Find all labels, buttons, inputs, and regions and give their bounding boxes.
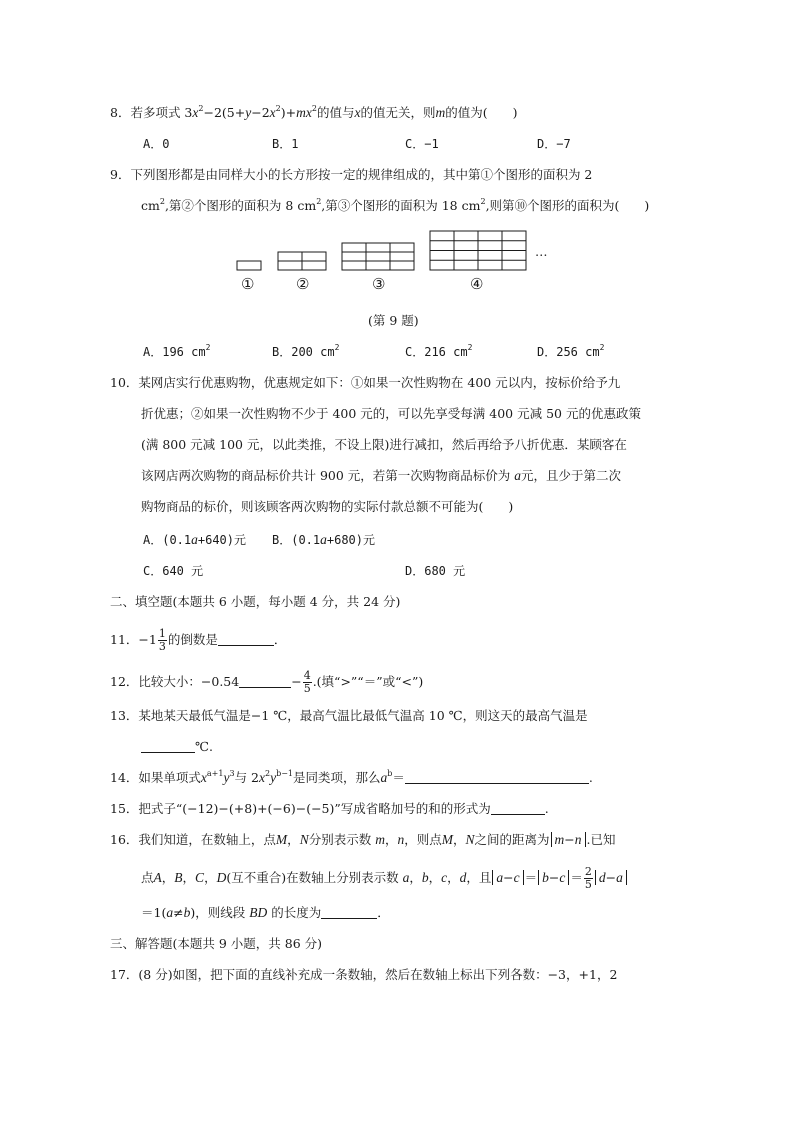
fraction-four-fifths: $\frac{4}{5}$ <box>303 669 311 695</box>
figure-label-3: ③ <box>372 275 386 293</box>
q8-option-c: C．−1 <box>405 137 439 151</box>
figure-1-grid <box>237 261 261 270</box>
question-10-line5: 购物商品的标价，则该顾客两次购物的实际付款总额不可能为( ) <box>141 499 514 514</box>
answer-blank <box>491 802 545 815</box>
answer-blank <box>218 633 274 646</box>
q8-option-d: D．−7 <box>537 137 571 151</box>
question-12: 12．比较大小：−0.54 − $\frac{4}{5}$ .(填“>”“＝”或“<”) <box>110 669 424 695</box>
fraction-two-fifths: $\frac{2}{5}$ <box>584 865 592 891</box>
figure-4-grid <box>430 231 526 270</box>
question-10-line1: 10．某网店实行优惠购物，优惠规定如下：①如果一次性购物在 400 元以内，按标价给予九 <box>110 375 621 390</box>
section-3-heading: 三、解答题(本题共 9 小题，共 86 分) <box>110 936 323 951</box>
q10-option-c: C．640 元 <box>143 564 204 578</box>
q10-option-a: A．(0.1a+640)元 <box>143 532 246 547</box>
figure-ellipsis: … <box>535 244 548 259</box>
answer-blank <box>405 771 589 784</box>
question-11: 11．−1 $\frac{1}{3}$ 的倒数是 ． <box>110 627 287 653</box>
q9-option-d: D．256 $cm^2$ <box>537 343 605 359</box>
question-16-line1: 16．我们知道，在数轴上，点M，N分别表示数 m，n，则点M，N之间的距离为 m−n .已知 <box>110 832 616 847</box>
rectangle-pattern-figure <box>230 228 560 278</box>
answer-blank <box>239 675 291 688</box>
figure-label-2: ② <box>296 275 310 293</box>
question-17: 17．(8 分)如图，把下面的直线补充成一条数轴，然后在数轴上标出下列各数：−3，+1，2 <box>110 967 618 982</box>
figure-caption: (第 9 题) <box>368 313 419 328</box>
question-13-line2: ℃. <box>141 738 213 756</box>
question-15: 15．把式子“(−12)−(+8)+(−6)−(−5)”写成省略加号的和的形式为 . <box>110 801 549 816</box>
q8-option-b: B．1 <box>272 137 299 151</box>
answer-blank <box>141 740 195 753</box>
figure-label-4: ④ <box>470 275 484 293</box>
figure-2-grid <box>278 252 326 270</box>
question-10-line3: (满 800 元减 100 元，以此类推，不设上限)进行减扣，然后再给予八折优惠．某顾客在 <box>141 437 627 452</box>
question-9-line1: 9．下列图形都是由同样大小的长方形按一定的规律组成的，其中第①个图形的面积为 2 <box>110 167 593 182</box>
question-13-line1: 13．某地某天最低气温是−1 ℃，最高气温比最低气温高 10 ℃，则这天的最高气温是 <box>110 708 588 723</box>
figure-label-1: ① <box>241 275 255 293</box>
q9-option-a: A．196 $cm^2$ <box>143 343 211 359</box>
question-8: 8．若多项式 $3x^2-2(5+y-2x^2)+mx^2$的值与x的值无关，则m的值为( ) <box>110 104 518 120</box>
q8-option-a: A．0 <box>143 137 170 151</box>
fraction-one-third: $\frac{1}{3}$ <box>158 627 166 653</box>
question-16-line3: ＝1(a≠b)，则线段 BD 的长度为 ． <box>141 905 390 920</box>
question-10-line2: 折优惠；②如果一次性购物不少于 400 元的，可以先享受每满 400 元减 50 元的优惠政策 <box>141 406 641 421</box>
q10-option-d: D．680 元 <box>405 564 466 578</box>
question-9-line2: $cm^2$,第②个图形的面积为 8 $cm^2$,第③个图形的面积为 18 $cm^2$,则第⑩个图形的面积为( ) <box>141 197 650 213</box>
figure-3-grid <box>342 243 414 270</box>
section-2-heading: 二、填空题(本题共 6 小题，每小题 4 分，共 24 分) <box>110 594 401 609</box>
question-10-line4: 该网店两次购物的商品标价共计 900 元，若第一次购物商品标价为 a元，且少于第二次 <box>141 468 622 483</box>
question-16-line2: 点A，B，C，D(互不重合)在数轴上分别表示数 a，b，c，d，且 a−c ＝ b−c ＝ $\frac{2}{5}$ d−a <box>141 866 628 891</box>
answer-blank <box>321 906 377 919</box>
question-14: 14．如果单项式$x^{a+1}y^3$与 $2x^2y^{b-1}$是同类项，那么$a^b=$ . <box>110 769 593 785</box>
q9-option-b: B．200 $cm^2$ <box>272 343 340 359</box>
q9-option-c: C．216 $cm^2$ <box>405 343 473 359</box>
q10-option-b: B．(0.1a+680)元 <box>272 532 375 547</box>
